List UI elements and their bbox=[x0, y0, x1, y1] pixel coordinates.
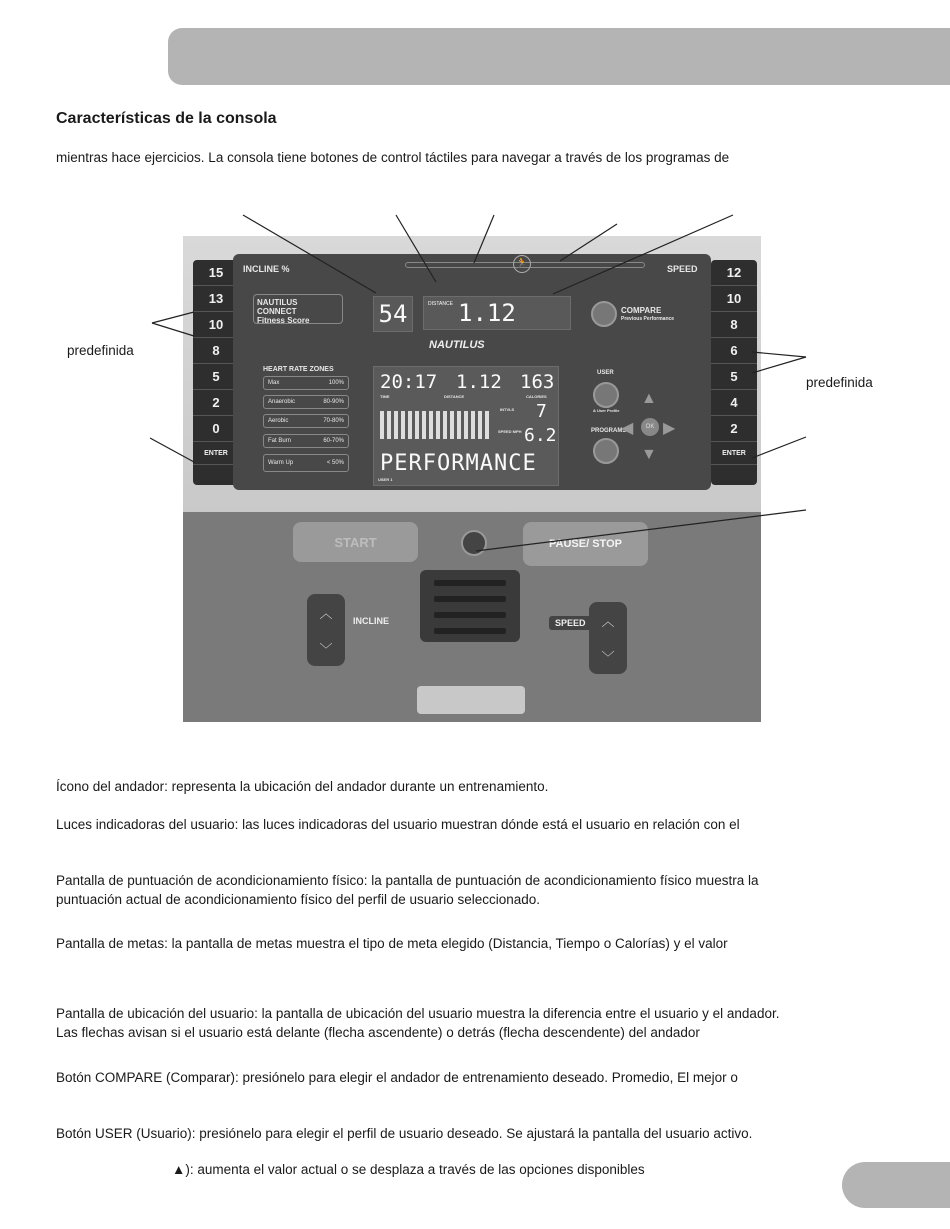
speed-key[interactable]: 8 bbox=[711, 312, 757, 338]
speed-enter-button[interactable]: ENTER bbox=[711, 442, 757, 465]
distance-display: 1.12 bbox=[456, 371, 502, 393]
incline-down-icon[interactable]: ﹀ bbox=[319, 641, 333, 657]
item-up-arrow: ▲): aumenta el valor actual o se desplaza a través de las opciones disponibles bbox=[172, 1162, 645, 1177]
item-fitness-score: Pantalla de puntuación de acondicionamiento físico: la pantalla de puntuación de acondicionamiento físico muestra la bbox=[56, 873, 759, 888]
incline-key[interactable]: 15 bbox=[193, 260, 239, 286]
item-user-location: Pantalla de ubicación del usuario: la pantalla de ubicación del usuario muestra la diferencia entre el usuario y el andador. bbox=[56, 1006, 780, 1021]
compare-label: COMPARE bbox=[621, 306, 662, 315]
console-photo bbox=[183, 236, 761, 722]
incline-up-icon[interactable]: ︿ bbox=[319, 605, 333, 621]
intro-text: mientras hace ejercicios. La consola tiene botones de control táctiles para navegar a través de los programas de bbox=[56, 150, 730, 165]
speed-display: 6.2 bbox=[524, 425, 557, 446]
incline-key[interactable]: 10 bbox=[193, 312, 239, 338]
start-button[interactable]: START bbox=[293, 522, 418, 562]
speed-mph-label: SPEED MPH bbox=[498, 429, 522, 434]
time-label: TIME bbox=[380, 394, 390, 399]
intervals-label: INTVLS bbox=[500, 407, 515, 412]
pause-stop-button[interactable]: PAUSE/ STOP bbox=[523, 522, 648, 566]
console-panel bbox=[233, 254, 711, 490]
header-bar bbox=[168, 28, 950, 85]
incline-arrows bbox=[307, 594, 345, 666]
zone-warm-up: Warm Up < 50% bbox=[263, 454, 349, 472]
item-fitness-score-cont: puntuación actual de acondicionamiento físico del perfil de usuario seleccionado. bbox=[56, 892, 541, 907]
distance-label-2: DISTANCE bbox=[444, 394, 465, 399]
arrow-right-icon[interactable]: ▶ bbox=[663, 420, 676, 437]
console-lower bbox=[183, 512, 761, 722]
speed-keys bbox=[711, 260, 757, 485]
pacer-icon: 🏃 bbox=[513, 255, 531, 273]
profile-graph bbox=[380, 411, 490, 439]
item-user-lights: Luces indicadoras del usuario: las luces indicadoras del usuario muestran dónde está el usuario en relación con el bbox=[56, 817, 740, 832]
calories-label: CALORIES bbox=[526, 394, 547, 399]
interval-display: 7 bbox=[536, 401, 547, 422]
programs-label: PROGRAMS bbox=[591, 428, 627, 434]
item-goal-display: Pantalla de metas: la pantalla de metas muestra el tipo de meta elegido (Distancia, Tiempo o Calorías) y el valor bbox=[56, 936, 728, 951]
speed-key[interactable]: 12 bbox=[711, 260, 757, 286]
fitness-score-display: 54 bbox=[373, 296, 413, 332]
incline-key[interactable]: 5 bbox=[193, 364, 239, 390]
section-heading: Características de la consola bbox=[56, 110, 277, 127]
arrow-up-icon[interactable]: ▲ bbox=[641, 390, 657, 407]
goal-display bbox=[423, 296, 571, 330]
speed-key[interactable]: 2 bbox=[711, 416, 757, 442]
user-sub: & User Profile bbox=[593, 408, 620, 413]
user-tag: USER 1 bbox=[378, 477, 393, 482]
speed-arrows bbox=[589, 602, 627, 674]
connect-logo: NAUTILUS CONNECT bbox=[257, 298, 298, 316]
speed-key[interactable]: 6 bbox=[711, 338, 757, 364]
speed-label: SPEED bbox=[549, 616, 592, 630]
compare-button[interactable] bbox=[591, 301, 617, 327]
time-display: 20:17 bbox=[380, 371, 438, 393]
hr-zones-title: HEART RATE ZONES bbox=[263, 366, 334, 373]
speed-title: SPEED bbox=[667, 264, 698, 274]
zone-anaerobic: Anaerobic 80-90% bbox=[263, 395, 349, 409]
right-preset-label: predefinida bbox=[806, 375, 873, 390]
page-tab bbox=[842, 1162, 950, 1208]
incline-key[interactable]: 0 bbox=[193, 416, 239, 442]
goal-value: 1.12 bbox=[458, 299, 516, 327]
air-vent bbox=[420, 570, 520, 642]
distance-label: DISTANCE bbox=[428, 301, 453, 307]
speed-key[interactable]: 10 bbox=[711, 286, 757, 312]
item-user-location-cont: Las flechas avisan si el usuario está delante (flecha ascendente) o detrás (flecha descendente) del andador bbox=[56, 1025, 700, 1040]
ok-button[interactable]: OK bbox=[641, 418, 659, 436]
zone-max: Max 100% bbox=[263, 376, 349, 390]
incline-key[interactable]: 13 bbox=[193, 286, 239, 312]
calories-display: 163 bbox=[520, 371, 555, 393]
user-label: USER bbox=[597, 370, 614, 376]
speed-key[interactable]: 4 bbox=[711, 390, 757, 416]
main-lcd bbox=[373, 366, 559, 486]
programs-button[interactable] bbox=[593, 438, 619, 464]
left-preset-label: predefinida bbox=[67, 343, 134, 358]
incline-key[interactable]: 2 bbox=[193, 390, 239, 416]
zone-aerobic: Aerobic 70-80% bbox=[263, 414, 349, 428]
item-pacer-icon: Ícono del andador: representa la ubicación del andador durante un entrenamiento. bbox=[56, 779, 549, 794]
arrow-left-icon[interactable]: ◀ bbox=[621, 420, 634, 437]
item-compare-button: Botón COMPARE (Comparar): presiónelo para elegir el andador de entrenamiento deseado. Promedio, El mejor o bbox=[56, 1070, 738, 1085]
incline-enter-button[interactable]: ENTER bbox=[193, 442, 239, 465]
incline-label: INCLINE bbox=[353, 616, 389, 626]
fitness-score-label: Fitness Score bbox=[257, 316, 310, 325]
incline-title: INCLINE % bbox=[243, 264, 290, 274]
speed-down-icon[interactable]: ﹀ bbox=[601, 649, 615, 665]
compare-sub: Previous Performance bbox=[621, 316, 675, 322]
fan-button[interactable] bbox=[461, 530, 487, 556]
user-button[interactable] bbox=[593, 382, 619, 408]
message-display: PERFORMANCE bbox=[380, 451, 537, 476]
arrow-down-icon[interactable]: ▼ bbox=[641, 446, 657, 463]
incline-key[interactable]: 8 bbox=[193, 338, 239, 364]
item-user-button: Botón USER (Usuario): presiónelo para elegir el perfil de usuario deseado. Se ajustará la pantalla del usuario activo. bbox=[56, 1126, 753, 1141]
media-tray bbox=[417, 686, 525, 714]
speed-up-icon[interactable]: ︿ bbox=[601, 613, 615, 629]
nautilus-logo: NAUTILUS bbox=[429, 339, 485, 351]
zone-fat-burn: Fat Burn 60-70% bbox=[263, 434, 349, 448]
speed-key[interactable]: 5 bbox=[711, 364, 757, 390]
